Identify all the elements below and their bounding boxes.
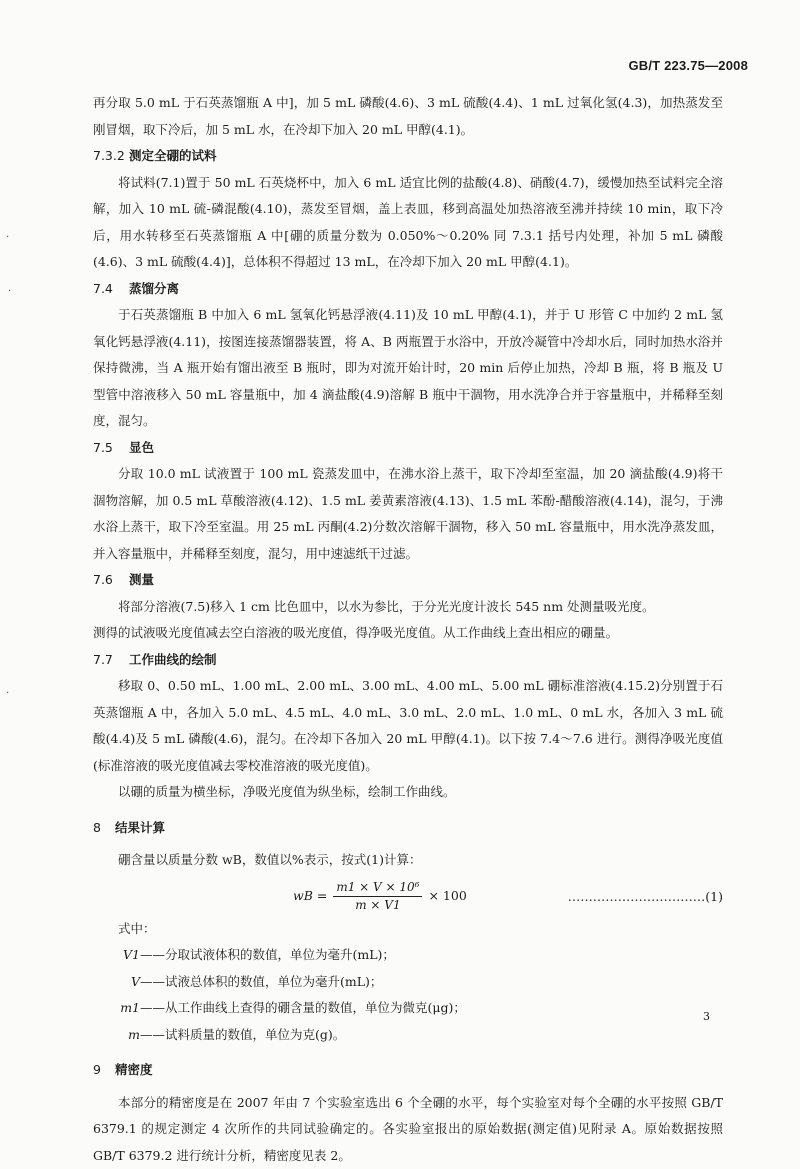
formula-denominator: m × V1: [355, 897, 400, 913]
where-label: 式中：: [93, 916, 723, 943]
paragraph-7-5: 分取 10.0 mL 试液置于 100 mL 瓷蒸发皿中，在沸水浴上蒸干，取下冷却至室温，加 20 滴盐酸(4.9)将干涸物溶解，加 0.5 mL 草酸溶液(4.12)、1.5 mL 姜黄素溶液(4.13)、1.5 mL 苯酚-醋酸溶液(4.14)，混匀，于沸水浴上蒸干，取下冷至室温。用 25 mL 丙酮(4.2)分数次溶解干涸物，移入 50 mL 容量瓶中，用水洗净蒸发皿，并入容量瓶中，并稀释至刻度，混匀，用中速滤纸干过滤。: [93, 461, 723, 567]
section-title: 测量: [129, 572, 154, 587]
equation-number: ……………………………(1): [568, 884, 723, 911]
binding-dot: ·: [8, 286, 11, 297]
formula-1: [93, 876, 723, 916]
formula-tail: × 100: [428, 883, 466, 910]
document-body: [93, 90, 723, 1169]
formula-lhs: wB =: [293, 883, 327, 910]
heading-7-3-2: [93, 143, 723, 170]
paragraph-8: 硼含量以质量分数 wB，数值以%表示，按式(1)计算：: [93, 847, 723, 874]
section-number: 8: [93, 815, 115, 842]
definition-text: ——试液总体积的数值，单位为毫升(mL)；: [140, 969, 382, 996]
paragraph-7-6-a: 将部分溶液(7.5)移入 1 cm 比色皿中，以水为参比，于分光光度计波长 545 nm 处测量吸光度。: [93, 594, 723, 621]
heading-9: [93, 1057, 723, 1084]
section-title: 显色: [129, 440, 154, 455]
binding-dot: ·: [6, 688, 9, 699]
paragraph-7-6-b: 测得的试液吸光度值减去空白溶液的吸光度值，得净吸光度值。从工作曲线上查出相应的硼量。: [93, 620, 723, 647]
formula-numerator: m1 × V × 10⁶: [333, 880, 422, 897]
section-title: 精密度: [115, 1062, 153, 1077]
section-number: 7.3.2: [93, 143, 129, 170]
heading-7-5: [93, 435, 723, 462]
definition-row: [118, 969, 723, 996]
symbol: m1: [118, 995, 140, 1022]
symbol: V: [118, 969, 140, 996]
symbol: m: [118, 1022, 140, 1049]
page-number: 3: [703, 1010, 710, 1023]
paragraph-7-3-2: 将试料(7.1)置于 50 mL 石英烧杯中，加入 6 mL 适宜比例的盐酸(4.8)、硝酸(4.7)，缓慢加热至试料完全溶解，加入 10 mL 硫-磷混酸(4.10)，蒸发至冒烟，盖上表皿，移到高温处加热溶液至沸并持续 10 min，取下冷后，用水转移至石英蒸馏瓶 A 中[硼的质量分数为 0.050%～0.20% 同 7.3.1 括号内处理，补加 5 mL 磷酸(4.6)、3 mL 硫酸(4.4)]，总体积不得超过 13 mL，在冷却下加入 20 mL 甲醇(4.1)。: [93, 170, 723, 276]
heading-7-4: [93, 276, 723, 303]
definition-row: [118, 1022, 723, 1049]
paragraph-7-7-a: 移取 0、0.50 mL、1.00 mL、2.00 mL、3.00 mL、4.00 mL、5.00 mL 硼标准溶液(4.15.2)分别置于石英蒸馏瓶 A 中，各加入 5.0 mL、4.5 mL、4.0 mL、3.0 mL、2.0 mL、1.0 mL、0 mL 水，各加入 3 mL 硫酸(4.4)及 5 mL 磷酸(4.6)，混匀。在冷却下各加入 20 mL 甲醇(4.1)。以下按 7.4～7.6 进行。测得净吸光度值(标准溶液的吸光度值减去零校准溶液的吸光度值)。: [93, 673, 723, 779]
definition-text: ——从工作曲线上查得的硼含量的数值，单位为微克(μg)；: [140, 995, 466, 1022]
section-number: 7.7: [93, 647, 129, 674]
section-number: 9: [93, 1057, 115, 1084]
paragraph-7-4: 于石英蒸馏瓶 B 中加入 6 mL 氢氧化钙悬浮液(4.11)及 10 mL 甲醇(4.1)，并于 U 形管 C 中加约 2 mL 氢氧化钙悬浮液(4.11)，按图连接蒸馏器装置，将 A、B 两瓶置于水浴中，开放冷凝管中冷却水后，同时加热水浴并保持微沸，当 A 瓶开始有馏出液至 B 瓶时，即为对流开始计时，20 min 后停止加热，冷却 B 瓶，将 B 瓶及 U 型管中溶液移入 50 mL 容量瓶中，加 4 滴盐酸(4.9)溶解 B 瓶中干涸物，用水洗净合并于容量瓶中，并稀释至刻度，混匀。: [93, 302, 723, 435]
heading-7-7: [93, 647, 723, 674]
definition-text: ——试料质量的数值，单位为克(g)。: [140, 1022, 345, 1049]
symbol-definitions: [118, 942, 723, 1048]
definition-row: [118, 942, 723, 969]
section-title: 工作曲线的绘制: [129, 652, 217, 667]
continued-paragraph: 再分取 5.0 mL 于石英蒸馏瓶 A 中]，加 5 mL 磷酸(4.6)、3 mL 硫酸(4.4)、1 mL 过氧化氢(4.3)，加热蒸发至刚冒烟，取下冷后，加 5 mL 水，在冷却下加入 20 mL 甲醇(4.1)。: [93, 90, 723, 143]
heading-8: [93, 815, 723, 842]
definition-text: ——分取试液体积的数值，单位为毫升(mL)；: [140, 942, 395, 969]
section-number: 7.5: [93, 435, 129, 462]
section-title: 测定全硼的试料: [129, 148, 217, 163]
formula-fraction: [333, 880, 422, 913]
formula-expression: [293, 880, 467, 913]
section-title: 蒸馏分离: [129, 281, 179, 296]
section-number: 7.4: [93, 276, 129, 303]
binding-dot: ·: [6, 232, 9, 243]
paragraph-9: 本部分的精密度是在 2007 年由 7 个实验室选出 6 个全硼的水平，每个实验室对每个全硼的水平按照 GB/T 6379.1 的规定测定 4 次所作的共同试验确定的。各实验室报出的原始数据(测定值)见附录 A。原始数据按照 GB/T 6379.2 进行统计分析，精密度见表 2。: [93, 1090, 723, 1169]
heading-7-6: [93, 567, 723, 594]
section-number: 7.6: [93, 567, 129, 594]
section-title: 结果计算: [115, 820, 165, 835]
symbol: V1: [118, 942, 140, 969]
definition-row: [118, 995, 723, 1022]
standard-code: GB/T 223.75—2008: [628, 58, 748, 73]
paragraph-7-7-b: 以硼的质量为横坐标，净吸光度值为纵坐标，绘制工作曲线。: [93, 779, 723, 806]
